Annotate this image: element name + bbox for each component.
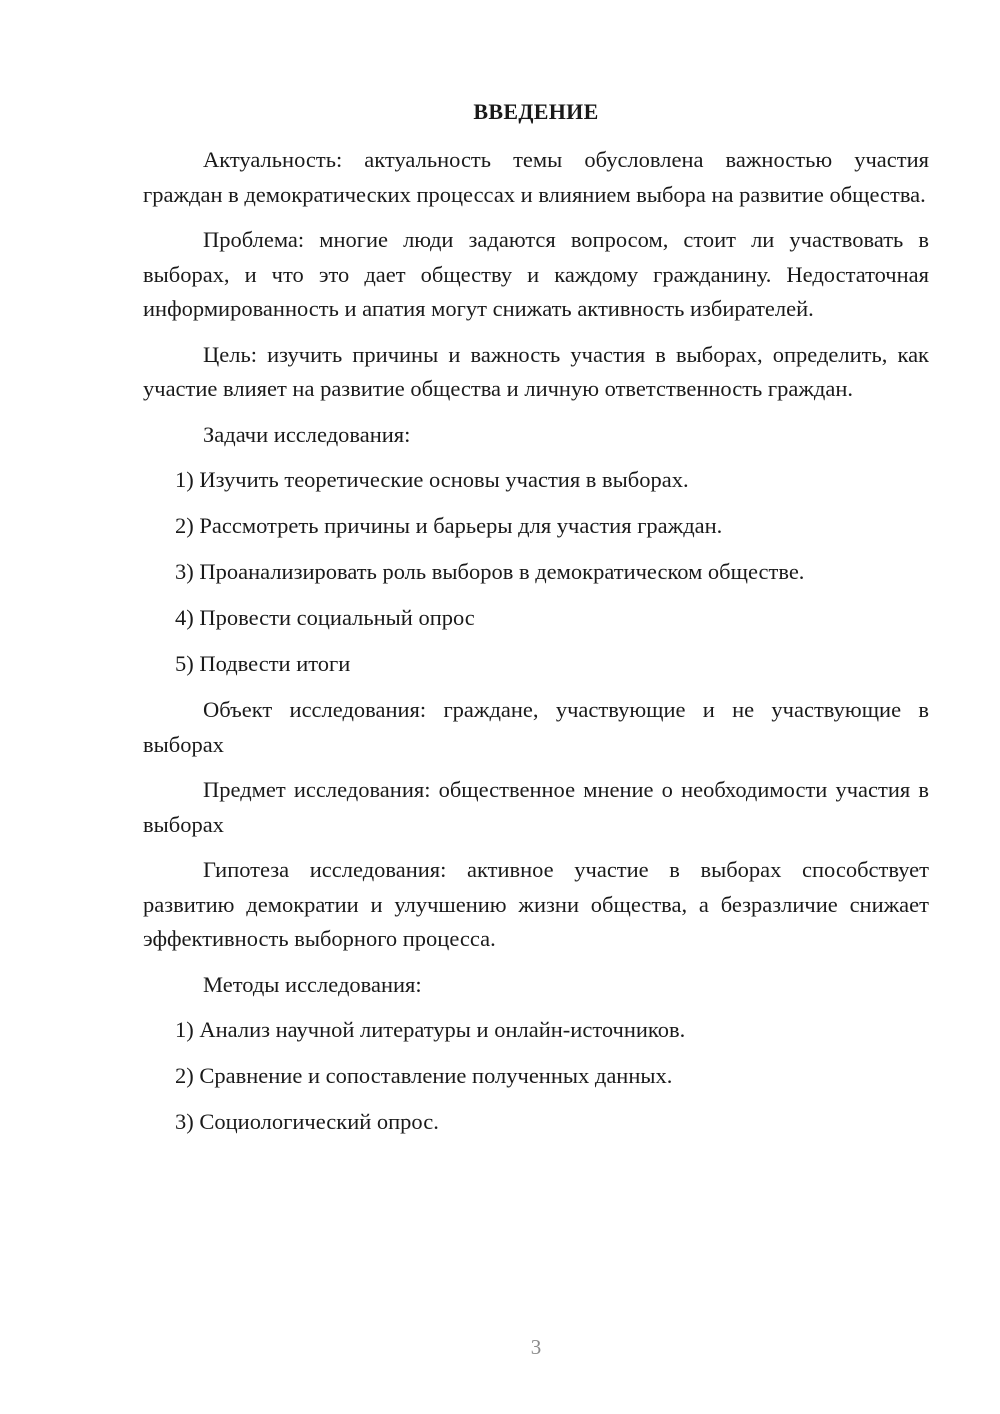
list-item: 3) Проанализировать роль выборов в демократическом обществе.	[175, 559, 805, 584]
document-body	[143, 143, 929, 1151]
list-item: 4) Провести социальный опрос	[175, 605, 475, 630]
list-item: 3) Социологический опрос.	[175, 1109, 439, 1134]
subject-paragraph: Предмет исследования: общественное мнение о необходимости участия в выборах	[143, 777, 929, 837]
list-item: 2) Рассмотреть причины и барьеры для участия граждан.	[175, 513, 723, 538]
list-item: 5) Подвести итоги	[175, 651, 351, 676]
hypothesis-paragraph: Гипотеза исследования: активное участие в выборах способствует развитию демократии и улучшению жизни общества, а безразличие снижает эффективность выборного процесса.	[143, 857, 929, 951]
section-heading: ВВЕДЕНИЕ	[473, 99, 599, 124]
methods-list	[143, 1013, 929, 1140]
goal-paragraph: Цель: изучить причины и важность участия в выборах, определить, как участие влияет на развитие общества и личную ответственность граждан.	[143, 341, 929, 401]
methods-title: Методы исследования:	[203, 971, 422, 997]
tasks-list	[143, 463, 929, 682]
list-item: 2) Сравнение и сопоставление полученных данных.	[175, 1063, 673, 1088]
list-item: 1) Анализ научной литературы и онлайн-источников.	[175, 1017, 686, 1042]
object-paragraph: Объект исследования: граждане, участвующие и не участвующие в выборах	[143, 697, 929, 757]
problem-paragraph: Проблема: многие люди задаются вопросом, стоит ли участвовать в выборах, и что это дает обществу и каждому гражданину. Недостаточная информированность и апатия могут снижать активность избирателей.	[143, 227, 929, 321]
tasks-title: Задачи исследования:	[203, 421, 411, 447]
page-number: 3	[530, 1335, 542, 1359]
list-item: 1) Изучить теоретические основы участия в выборах.	[175, 467, 689, 492]
relevance-paragraph: Актуальность: актуальность темы обусловлена важностью участия граждан в демократических процессах и влиянием выбора на развитие общества.	[143, 147, 929, 207]
